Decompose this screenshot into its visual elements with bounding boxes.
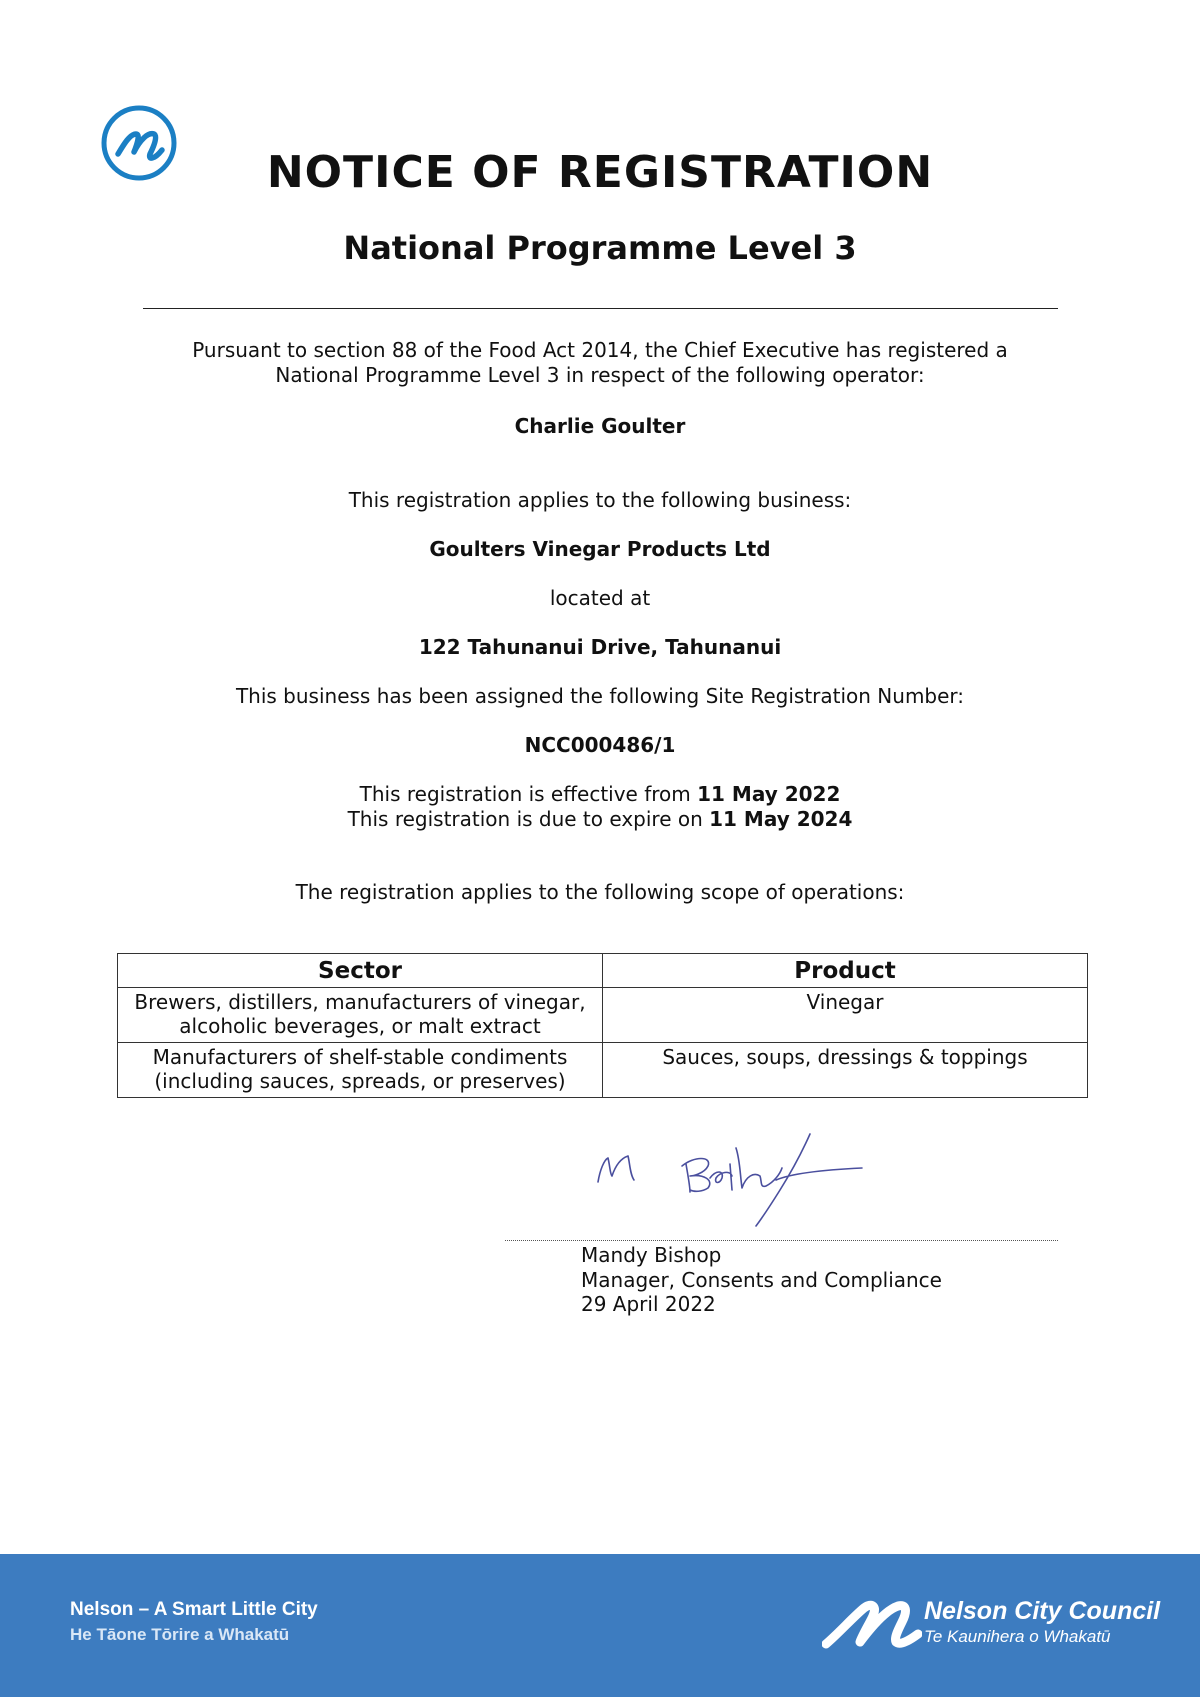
expire-label: This registration is due to expire on bbox=[347, 807, 703, 831]
title-divider bbox=[143, 308, 1058, 309]
table-header-row bbox=[118, 954, 1088, 988]
sector-line: Brewers, distillers, manufacturers of vinegar, bbox=[134, 990, 586, 1014]
expire-line bbox=[0, 807, 1200, 832]
council-n-logo-icon bbox=[822, 1596, 922, 1652]
footer-slogan bbox=[70, 1597, 318, 1647]
council-maori-name: Te Kaunihera o Whakatū bbox=[924, 1627, 1111, 1646]
product-cell: Sauces, soups, dressings & toppings bbox=[603, 1043, 1088, 1098]
table-row bbox=[118, 988, 1088, 1043]
sector-cell bbox=[118, 988, 603, 1043]
table-row bbox=[118, 1043, 1088, 1098]
signatory-role: Manager, Consents and Compliance bbox=[581, 1267, 942, 1292]
document-subtitle: National Programme Level 3 bbox=[343, 229, 857, 267]
sector-line: Manufacturers of shelf-stable condiments bbox=[152, 1045, 568, 1069]
council-name: Nelson City Council bbox=[924, 1597, 1161, 1625]
validity-period bbox=[0, 782, 1200, 832]
column-header-sector: Sector bbox=[118, 954, 603, 988]
site-registration-number: NCC000486/1 bbox=[524, 733, 676, 757]
council-wordmark bbox=[924, 1596, 1160, 1648]
scope-intro: The registration applies to the following scope of operations: bbox=[295, 880, 905, 904]
scope-table bbox=[117, 953, 1088, 1098]
signature-line bbox=[505, 1240, 1058, 1241]
business-name: Goulters Vinegar Products Ltd bbox=[429, 537, 771, 561]
intro-paragraph bbox=[0, 338, 1200, 388]
handwritten-signature bbox=[590, 1130, 880, 1230]
business-intro: This registration applies to the following business: bbox=[348, 488, 852, 512]
document-title: NOTICE OF REGISTRATION bbox=[266, 147, 934, 198]
signature-date: 29 April 2022 bbox=[581, 1292, 716, 1316]
product-cell: Vinegar bbox=[603, 988, 1088, 1043]
signatory-block bbox=[581, 1243, 942, 1317]
operator-name: Charlie Goulter bbox=[514, 414, 686, 438]
sector-line: (including sauces, spreads, or preserves) bbox=[154, 1069, 566, 1093]
signatory-name: Mandy Bishop bbox=[581, 1243, 722, 1267]
sector-line: alcoholic beverages, or malt extract bbox=[179, 1014, 541, 1038]
intro-line-2: National Programme Level 3 in respect of the following operator: bbox=[275, 363, 925, 387]
slogan-english: Nelson – A Smart Little City bbox=[70, 1599, 318, 1620]
footer-banner bbox=[0, 1554, 1200, 1697]
effective-date: 11 May 2022 bbox=[697, 782, 841, 806]
column-header-product: Product bbox=[603, 954, 1088, 988]
slogan-maori: He Tāone Tōrire a Whakatū bbox=[70, 1625, 290, 1644]
site-number-intro: This business has been assigned the following Site Registration Number: bbox=[235, 684, 965, 708]
sector-cell bbox=[118, 1043, 603, 1098]
effective-label: This registration is effective from bbox=[359, 782, 691, 806]
intro-line-1: Pursuant to section 88 of the Food Act 2014, the Chief Executive has registered a bbox=[192, 338, 1008, 362]
located-at-label: located at bbox=[549, 586, 651, 610]
effective-line bbox=[0, 782, 1200, 807]
expire-date: 11 May 2024 bbox=[709, 807, 853, 831]
business-address: 122 Tahunanui Drive, Tahunanui bbox=[418, 635, 782, 659]
